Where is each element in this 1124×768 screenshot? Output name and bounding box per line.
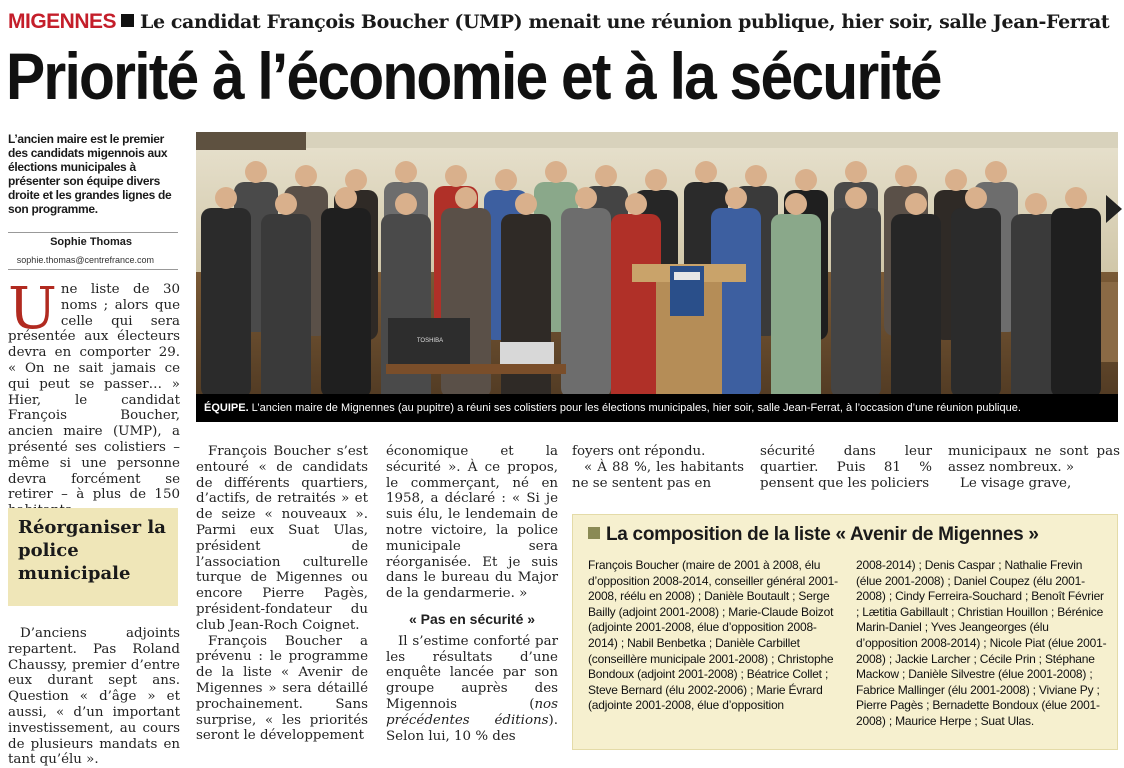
person-head [445, 165, 467, 187]
person-head [965, 187, 987, 209]
article-column-3 [386, 444, 558, 744]
person-head [575, 187, 597, 209]
person-head [795, 169, 817, 191]
photo-caption [196, 394, 1118, 422]
person-head [545, 161, 567, 183]
list-box-column-2: 2008-2014) ; Denis Caspar ; Nathalie Frevin (élue 2001-2008) ; Daniel Coupez (élu 2001-2008) ; Cindy Ferreira-Souchard ; Benoît Février ; Lætitia Gabillault ; Christian Houillon ; Bérénice Marin-Daniel ; Yves Jeangeorges (élu d’opposition 2008-2014) ; Nicole Piat (élue 2001-2008) ; Jackie Larcher ; Cécile Prin ; Stéphane Mackow ; Danièle Silvestre (élue 2001-2008) ; Fabrice Mallinger (élu 2001-2008) ; Viviane Py ; Pierre Pagès ; Bernadette Bondoux (élue 2001-2008) ; Maurice Herpe ; Suat Ulas. [856, 558, 1107, 728]
person-head [945, 169, 967, 191]
person-head [1025, 193, 1047, 215]
person-head [645, 169, 667, 191]
person-head [295, 165, 317, 187]
paragraph: foyers ont répondu. [572, 444, 706, 459]
person-silhouette [261, 214, 311, 404]
group-photo [196, 132, 1118, 422]
person-silhouette [771, 214, 821, 404]
person-head [895, 165, 917, 187]
article-column-1b [8, 626, 180, 768]
person-head [595, 165, 617, 187]
person-head [725, 187, 747, 209]
paragraph: sécurité dans leur quartier. Puis 81 % pensent que les policiers [760, 444, 932, 491]
person-head [215, 187, 237, 209]
person-head [395, 193, 417, 215]
intertitle: Réorganiser la police municipale [18, 517, 166, 584]
paragraph: municipaux ne sont pas assez nombreux. » [948, 444, 1120, 475]
paragraph: François Boucher s’est entouré « de candidats de différents quartiers, d’actifs, de retraités » et de seize « nouveaux ». Parmi eux Suat Ulas, président de l’association culturelle turque de Migennes ou encore Pierre Pagès, président-fondateur du club Jean-Roch Coignet. [196, 444, 368, 633]
person-silhouette [611, 214, 661, 404]
intertitle-box [8, 508, 178, 606]
list-box-title-text: La composition de la liste « Avenir de Migennes » [606, 524, 1039, 545]
person-silhouette [1051, 208, 1101, 398]
person-head [245, 161, 267, 183]
kicker-location: MIGENNES [8, 10, 117, 33]
person-head [455, 187, 477, 209]
kicker-square-icon [121, 14, 134, 27]
person-head [515, 193, 537, 215]
person-head [745, 165, 767, 187]
paragraph: François Boucher a prévenu : le programme de la liste « Avenir de Migennes » sera détaillé prochainement. Sans surprise, « les priorités seront le développement [196, 633, 368, 744]
headline: Priorité à l’économie et à la sécurité [6, 39, 941, 113]
article-column-2 [196, 444, 368, 744]
divider [8, 269, 178, 270]
drop-cap: U [8, 274, 57, 342]
caption-lead: ÉQUIPE. [204, 402, 249, 414]
person-head [495, 169, 517, 191]
article-column-1 [8, 274, 180, 519]
list-box-column-1: François Boucher (maire de 2001 à 2008, élu d’opposition 2008-2014, conseiller général 2001-2008, réélu en 2008) ; Danièle Boutault ; Serge Bailly (adjoint 2001-2008) ; Marie-Claude Boizot (adjointe 2001-2008, élue d’opposition 2008-2014) ; Nabil Benbetka ; Danièle Carbillet (conseillère municipale 2001-2008) ; Christophe Bondoux (adjoint 2001-2008) ; Béatrice Collet ; Steve Bernard (élu 2002-2006) ; Marie Évrard (adjointe 2001-2008, élue d’opposition [588, 558, 838, 713]
divider [8, 232, 178, 233]
paragraph: Le visage grave, [960, 475, 1072, 491]
person-head [695, 161, 717, 183]
author-email: sophie.thomas@centrefrance.com [16, 255, 154, 265]
list-box-title [588, 524, 1108, 546]
person-head [905, 193, 927, 215]
next-arrow-icon [1106, 195, 1122, 223]
kicker-text: Le candidat François Boucher (UMP) menait une réunion publique, hier soir, salle Jean-Ferrat [140, 11, 1110, 33]
author-name: Sophie Thomas [50, 236, 132, 248]
person-silhouette [891, 214, 941, 404]
article-column-5 [760, 444, 932, 491]
person-silhouette [951, 208, 1001, 398]
person-silhouette [321, 208, 371, 398]
kicker [8, 10, 1118, 36]
person-silhouette [381, 214, 431, 404]
square-bullet-icon [588, 527, 600, 539]
person-silhouette [501, 214, 551, 404]
person-head [845, 187, 867, 209]
person-head [845, 161, 867, 183]
person-head [625, 193, 647, 215]
person-head [275, 193, 297, 215]
person-silhouette [561, 208, 611, 398]
article-column-6 [948, 444, 1120, 491]
paragraph: Il s’estime conforté par les résultats d’une enquête lancée par son groupe auprès des Migennois (nos précédentes éditions). Selon lui, 10 % des [386, 633, 558, 744]
paragraph: D’anciens adjoints repartent. Pas Roland Chaussy, premier d’entre eux durant sept ans. Question « d’âge » et aussi, « d’un important investissement, au cours de plusieurs mandats en tant qu’élu ». [8, 626, 180, 768]
chapo: L’ancien maire est le premier des candidats migennois aux élections municipales à présenter son équipe divers droite et les grandes lignes de son programme. [8, 132, 172, 216]
laptop-brand: TOSHIBA [416, 338, 444, 344]
person-silhouette [831, 208, 881, 398]
person-head [985, 161, 1007, 183]
paragraph: économique et la sécurité ». À ce propos, le commerçant, né en 1958, a déclaré : « Si je suis élu, le lendemain de notre victoire, la police municipale sera réorganisée. Et je suis dans le bureau du Major de la gendarmerie. » [386, 444, 558, 602]
person-head [335, 187, 357, 209]
paragraph: « À 88 %, les habitants ne se sentent pas en [572, 459, 744, 491]
intertitle: « Pas en sécurité » [408, 610, 536, 627]
article-column-4 [572, 444, 744, 491]
paragraph: ne liste de 30 noms ; alors que celle qui sera présentée aux électeurs devra en comporter 29. « On ne sait jamais ce qui peut se passer… » Hier, le candidat François Boucher, ancien maire (UMP), a présenté ses colistiers – même si une personne devra forcément se retirer – à plus de 150 [8, 282, 180, 503]
person-head [395, 161, 417, 183]
person-silhouette [201, 208, 251, 398]
caption-text: L’ancien maire de Mignennes (au pupitre) a réuni ses colistiers pour les élections municipales, hier soir, salle Jean-Ferrat, à l’occasion d’une réunion publique. [248, 402, 1021, 414]
person-head [785, 193, 807, 215]
person-head [1065, 187, 1087, 209]
